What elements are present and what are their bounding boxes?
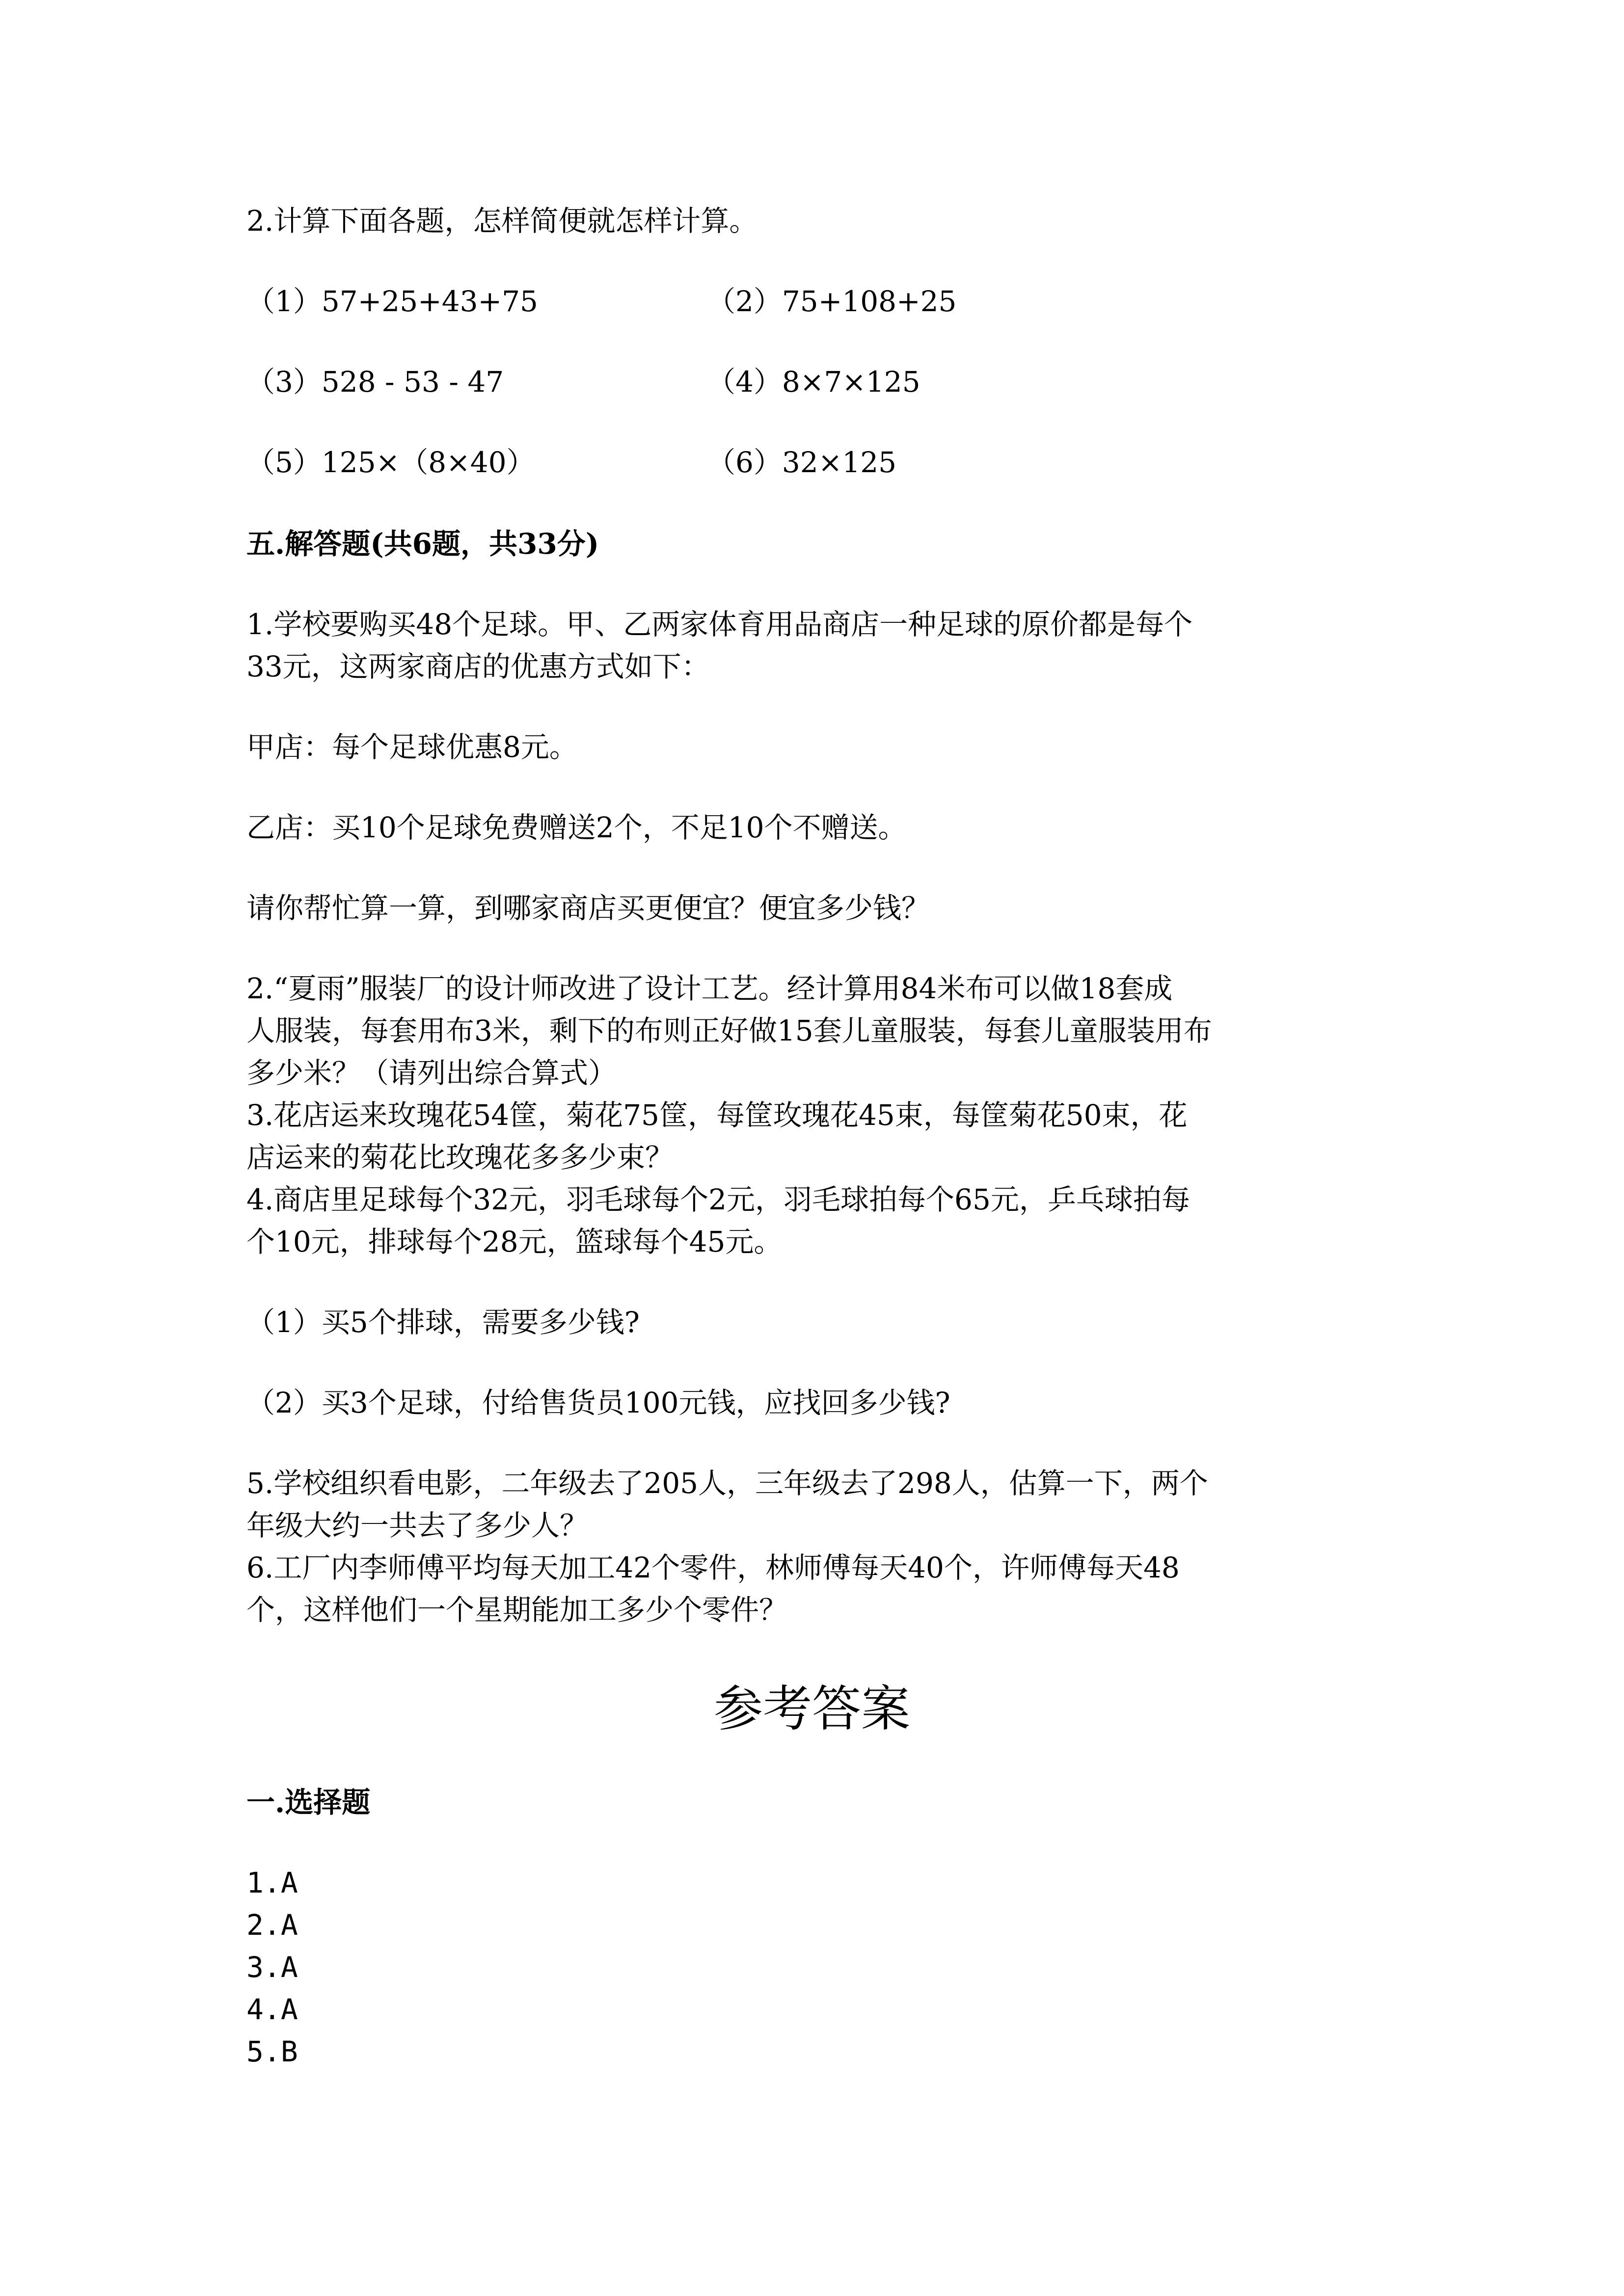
section-heading: 一.选择题 <box>246 1786 371 1819</box>
question-text: 个，这样他们一个星期能加工多少个零件？ <box>246 1593 788 1627</box>
answer-item: 5.B <box>246 2035 298 2068</box>
question-text: （2）买3个足球，付给售货员100元钱，应找回多少钱? <box>246 1386 950 1419</box>
question-text: 人服装，每套用布3米，剩下的布则正好做15套儿童服装，每套儿童服装用布 <box>246 1014 1212 1047</box>
question-text: 年级大约一共去了多少人？ <box>246 1509 589 1542</box>
question-text: 6.工厂内李师傅平均每天加工42个零件，林师傅每天40个，许师傅每天48 <box>246 1551 1180 1584</box>
question-text: 2.“夏雨”服装厂的设计师改进了设计工艺。经计算用84米布可以做18套成 <box>246 972 1173 1005</box>
calc-item: （4）8×7×125 <box>707 365 920 399</box>
calc-item: （6）32×125 <box>707 446 897 479</box>
calc-item: （3）528 - 53 - 47 <box>246 365 504 399</box>
question-text: 5.学校组织看电影，二年级去了205人，三年级去了298人，估算一下，两个 <box>246 1467 1208 1500</box>
calc-item: （1）57+25+43+75 <box>246 285 538 318</box>
question-intro: 2.计算下面各题，怎样简便就怎样计算。 <box>246 204 758 238</box>
section-heading: 五.解答题(共6题，共33分) <box>246 527 599 561</box>
calc-item: （5）125×（8×40） <box>246 446 535 479</box>
question-text: 1.学校要购买48个足球。甲、乙两家体育用品商店一种足球的原价都是每个 <box>246 608 1193 641</box>
answers-title: 参考答案 <box>714 1680 910 1737</box>
answer-item: 4.A <box>246 1993 298 2026</box>
question-text: 请你帮忙算一算，到哪家商店买更便宜？便宜多少钱？ <box>246 891 930 925</box>
question-text: （1）买5个排球，需要多少钱? <box>246 1306 640 1339</box>
question-text: 多少米？（请列出综合算式） <box>246 1056 617 1090</box>
calc-item: （2）75+108+25 <box>707 285 957 318</box>
answer-item: 3.A <box>246 1950 298 1984</box>
question-text: 3.花店运来玫瑰花54筐，菊花75筐，每筐玫瑰花45束，每筐菊花50束，花 <box>246 1098 1188 1132</box>
question-text: 店运来的菊花比玫瑰花多多少束？ <box>246 1141 674 1174</box>
question-text: 4.商店里足球每个32元，羽毛球每个2元，羽毛球拍每个65元，乒乓球拍每 <box>246 1183 1190 1216</box>
question-text: 个10元，排球每个28元，篮球每个45元。 <box>246 1225 783 1258</box>
question-text: 33元，这两家商店的优惠方式如下： <box>246 650 710 683</box>
question-text: 甲店：每个足球优惠8元。 <box>246 730 578 764</box>
answer-item: 2.A <box>246 1908 298 1942</box>
answer-item: 1.A <box>246 1866 298 1899</box>
question-text: 乙店：买10个足球免费赠送2个，不足10个不赠送。 <box>246 811 907 844</box>
